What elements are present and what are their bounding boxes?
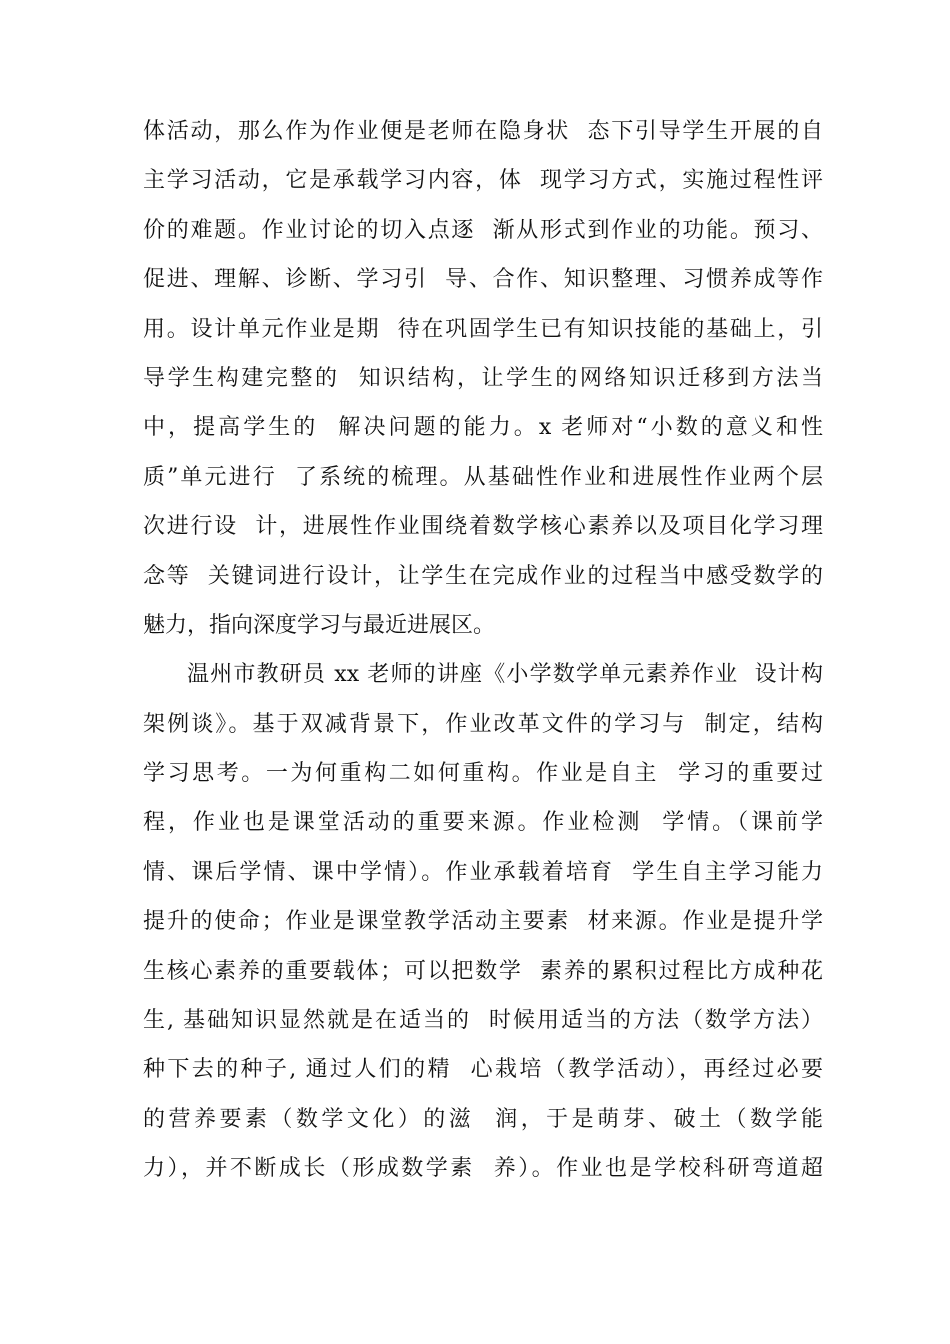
paragraph-2 [143,650,823,1193]
text-line: 导学生构建完整的 知识结构，让学生的网络知识迁移到方法当 [143,365,823,391]
text-line: 生, 基础知识显然就是在适当的 时候用适当的方法（数学方法） [143,1008,823,1034]
text-line: 生核心素养的重要载体；可以把数学 素养的累积过程比方成种花 [143,958,823,984]
text-line: 种下去的种子, 通过人们的精 心栽培（教学活动），再经过必要 [143,1057,823,1083]
text-line: 中，提高学生的 解决问题的能力。x 老师对“小数的意义和性 [143,415,823,441]
text-line: 温州市教研员 xx 老师的讲座《小学数学单元素养作业 设计构 [187,662,823,688]
text-line: 情、课后学情、课中学情）。作业承载着培育 学生自主学习能力 [143,859,823,885]
paragraph-1 [143,107,823,650]
text-line: 次进行设 计，进展性作业围绕着数学核心素养以及项目化学习理 [143,514,823,540]
text-line: 力），并不断成长（形成数学素 养）。作业也是学校科研弯道超 [143,1156,823,1182]
text-line: 质”单元进行 了系统的梳理。从基础性作业和进展性作业两个层 [143,464,823,490]
text-line: 架例谈》。基于双减背景下，作业改革文件的学习与 制定，结构 [143,711,823,737]
text-line: 价的难题。作业讨论的切入点逐 渐从形式到作业的功能。预习、 [143,217,823,243]
text-line: 念等 关键词进行设计，让学生在完成作业的过程当中感受数学的 [143,563,823,589]
text-line: 促进、理解、诊断、学习引 导、合作、知识整理、习惯养成等作 [143,267,823,293]
text-line: 魅力，指向深度学习与最近进展区。 [143,612,496,638]
text-line: 体活动，那么作为作业便是老师在隐身状 态下引导学生开展的自 [143,119,823,144]
text-line: 学习思考。一为何重构二如何重构。作业是自主 学习的重要过 [143,761,823,787]
text-line: 用。设计单元作业是期 待在巩固学生已有知识技能的基础上，引 [143,316,823,342]
body-text [143,107,823,1194]
text-line: 提升的使命；作业是课堂教学活动主要素 材来源。作业是提升学 [143,909,823,935]
text-line: 的营养要素（数学文化）的滋 润，于是萌芽、破土（数学能 [143,1106,823,1132]
text-line: 程，作业也是课堂活动的重要来源。作业检测 学情。（课前学 [143,810,823,836]
text-line: 主学习活动，它是承载学习内容，体 现学习方式，实施过程性评 [143,168,823,194]
